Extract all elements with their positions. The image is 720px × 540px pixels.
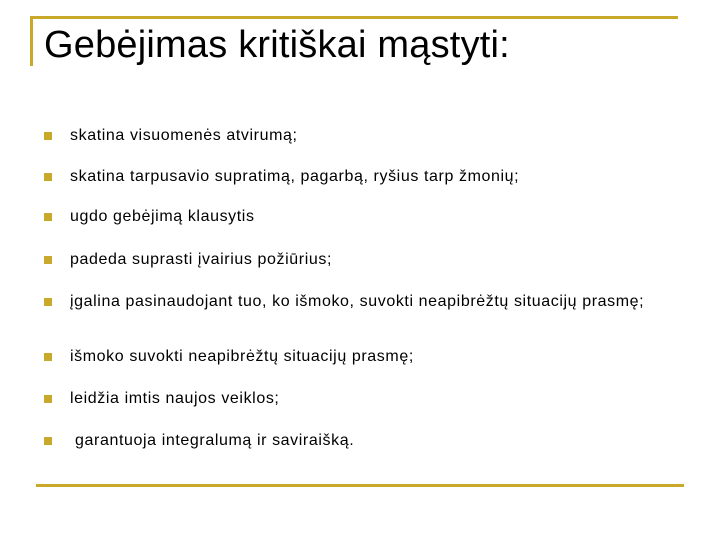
- bullet-text: išmoko suvokti neapibrėžtų situacijų prasmę;: [70, 348, 414, 365]
- square-bullet-icon: [44, 395, 52, 403]
- bullet-item: [44, 127, 664, 145]
- bullet-item: [44, 432, 664, 450]
- square-bullet-icon: [44, 353, 52, 361]
- frame-left-line: [30, 16, 33, 66]
- bullet-item: [44, 293, 664, 311]
- square-bullet-icon: [44, 437, 52, 445]
- frame-top-line: [30, 16, 678, 19]
- bullet-item: [44, 390, 664, 408]
- bullet-text: skatina tarpusavio supratimą, pagarbą, ryšius tarp žmonių;: [70, 168, 520, 185]
- square-bullet-icon: [44, 298, 52, 306]
- square-bullet-icon: [44, 256, 52, 264]
- square-bullet-icon: [44, 132, 52, 140]
- bullet-text: garantuoja integralumą ir saviraišką.: [70, 432, 355, 449]
- bullet-text: skatina visuomenės atvirumą;: [70, 127, 298, 144]
- bullet-item: [44, 208, 664, 226]
- square-bullet-icon: [44, 173, 52, 181]
- bullet-item: [44, 348, 664, 366]
- bullet-text: ugdo gebėjimą klausytis: [70, 208, 255, 225]
- bullet-item: [44, 168, 664, 186]
- frame-bottom-line: [36, 484, 684, 487]
- slide-title: Gebėjimas kritiškai mąstyti:: [44, 24, 510, 66]
- bullet-item: [44, 251, 664, 269]
- bullet-text: leidžia imtis naujos veiklos;: [70, 390, 280, 407]
- bullet-text: padeda suprasti įvairius požiūrius;: [70, 251, 333, 268]
- square-bullet-icon: [44, 213, 52, 221]
- bullet-text: įgalina pasinaudojant tuo, ko išmoko, suvokti neapibrėžtų situacijų prasmę;: [70, 293, 645, 310]
